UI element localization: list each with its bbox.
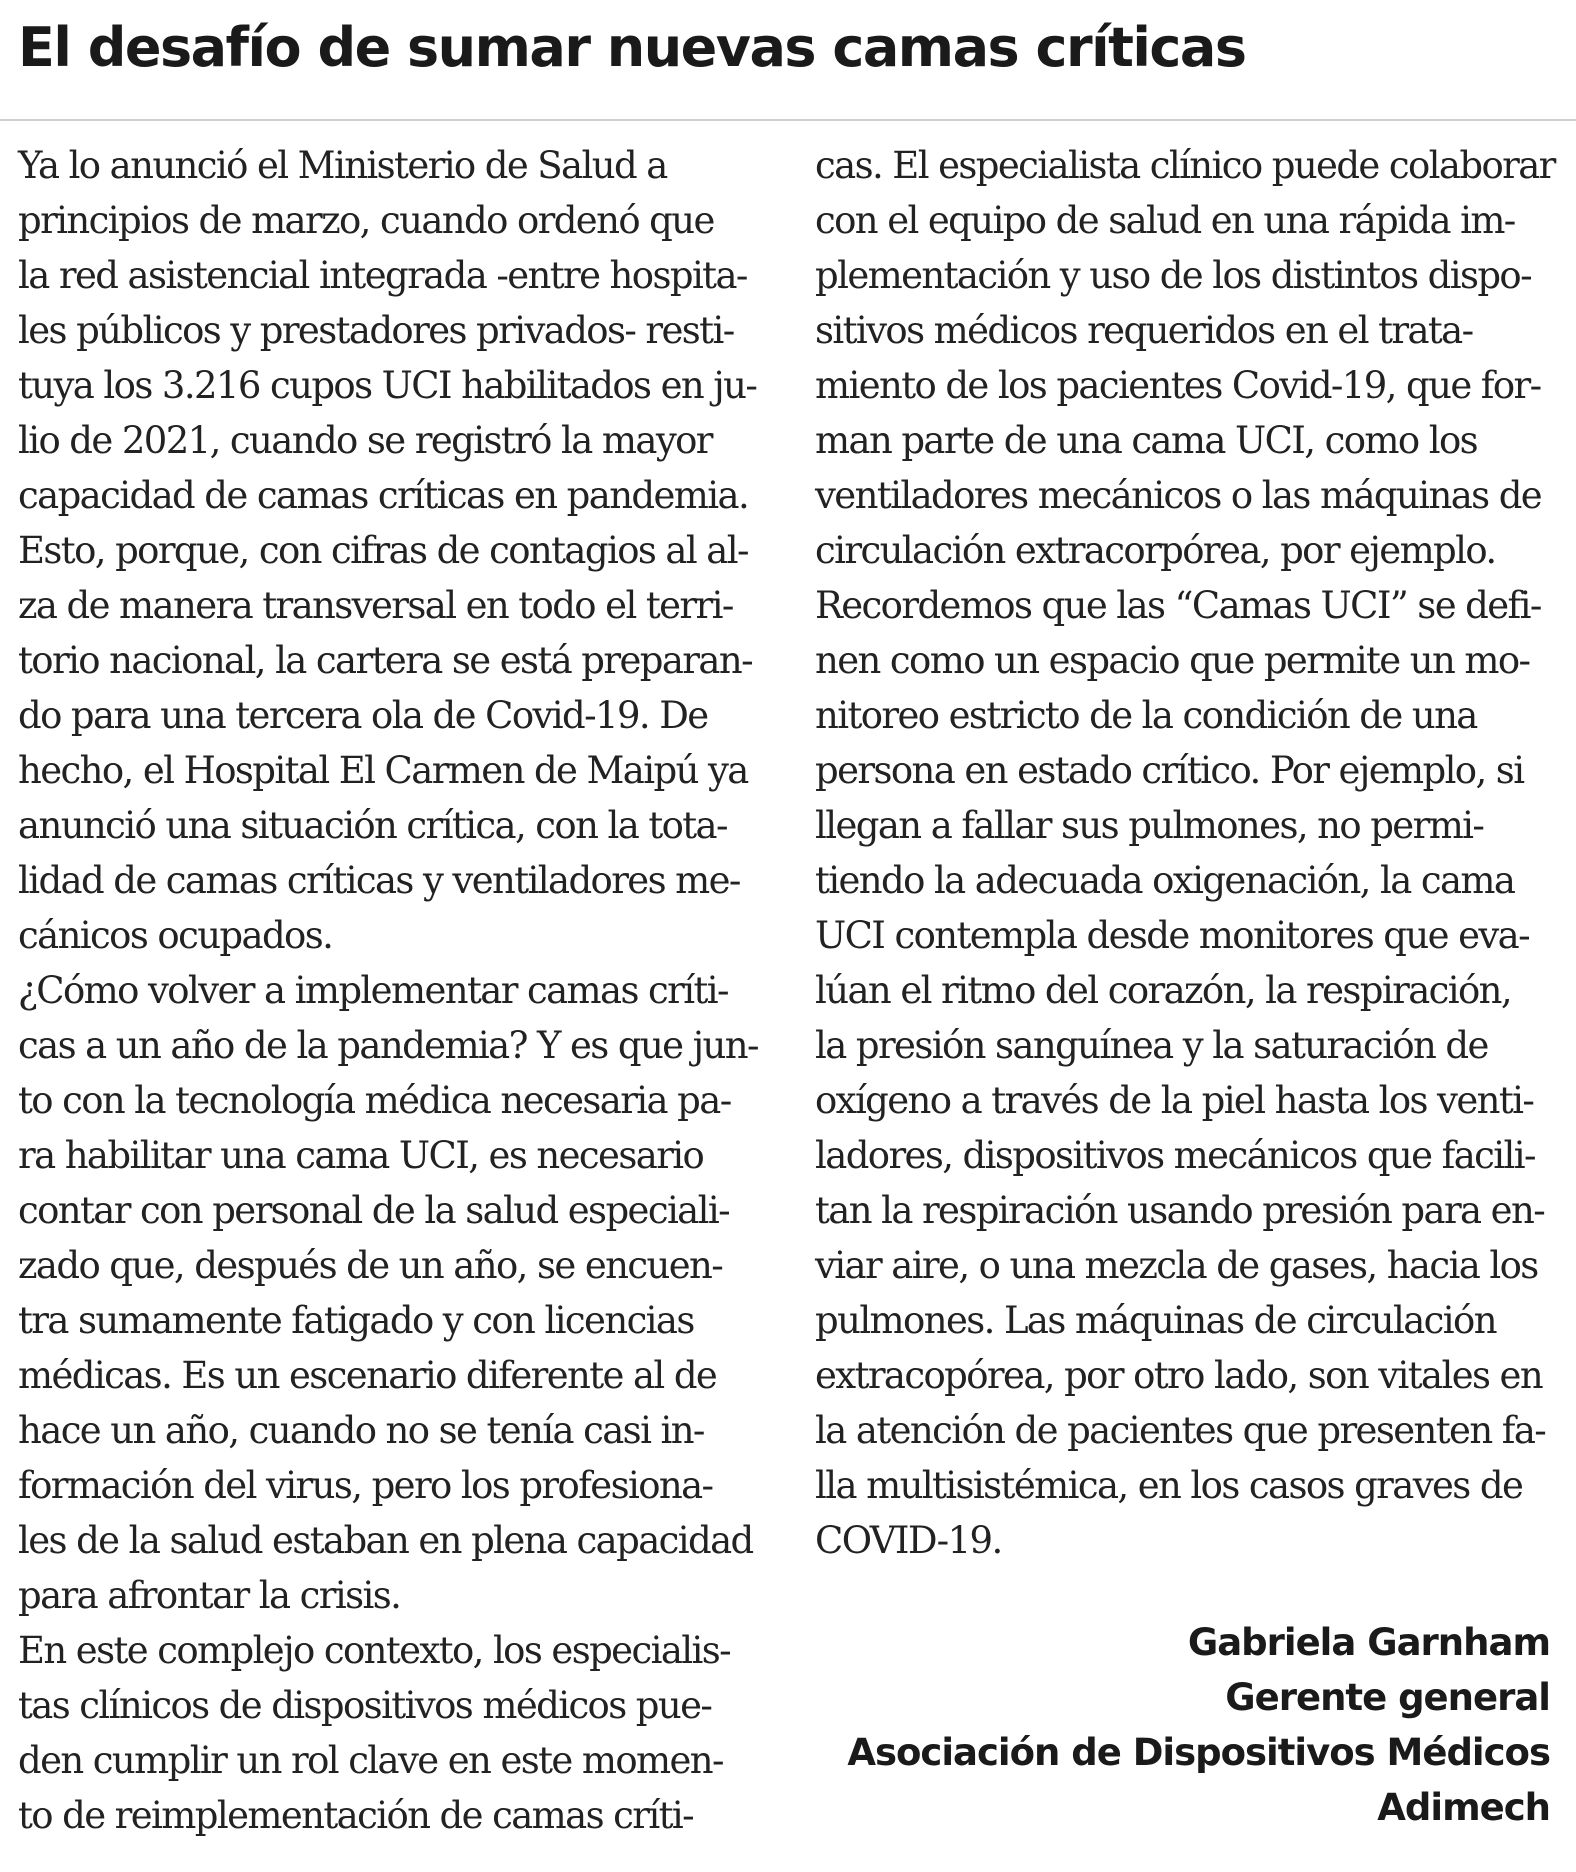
text-line: nen como un espacio que permite un mo- — [815, 639, 1530, 682]
author-signature — [847, 1615, 1550, 1835]
text-line: llegan a fallar sus pulmones, no permi- — [815, 804, 1484, 847]
text-line: to con la tecnología médica necesaria pa- — [18, 1079, 731, 1122]
article-column-left — [18, 138, 778, 1843]
text-line: les públicos y prestadores privados- resti- — [18, 309, 734, 352]
article-column-right — [815, 138, 1557, 1568]
text-line: tuya los 3.216 cupos UCI habilitados en ju- — [18, 364, 757, 407]
text-line: cas. El especialista clínico puede colaborar — [815, 144, 1555, 187]
text-line: cánicos ocupados. — [18, 914, 333, 957]
text-line: capacidad de camas críticas en pandemia. — [18, 474, 749, 517]
text-line: pulmones. Las máquinas de circulación — [815, 1299, 1496, 1342]
text-line: lidad de camas críticas y ventiladores me- — [18, 859, 740, 902]
author-name: Gabriela Garnham — [1187, 1621, 1550, 1664]
text-line: para afrontar la crisis. — [18, 1574, 401, 1617]
text-line: circulación extracorpórea, por ejemplo. — [815, 529, 1496, 572]
text-line: ra habilitar una cama UCI, es necesario — [18, 1134, 704, 1177]
author-role: Gerente general — [1225, 1676, 1550, 1719]
author-organization: Asociación de Dispositivos Médicos — [847, 1731, 1550, 1774]
text-line: lla multisistémica, en los casos graves de — [815, 1464, 1523, 1507]
text-line: zado que, después de un año, se encuen- — [18, 1244, 723, 1287]
text-line: to de reimplementación de camas críti- — [18, 1794, 693, 1837]
text-line: ¿Cómo volver a implementar camas críti- — [18, 969, 728, 1012]
text-line: la red asistencial integrada -entre hospita- — [18, 254, 747, 297]
text-line: formación del virus, pero los profesiona- — [18, 1464, 713, 1507]
text-line: Esto, porque, con cifras de contagios al al- — [18, 529, 748, 572]
author-organization-acronym: Adimech — [1377, 1786, 1550, 1829]
text-line: la presión sanguínea y la saturación de — [815, 1024, 1488, 1067]
text-line: torio nacional, la cartera se está preparan- — [18, 639, 752, 682]
text-line: principios de marzo, cuando ordenó que — [18, 199, 714, 242]
text-line: la atención de pacientes que presenten fa- — [815, 1409, 1546, 1452]
text-line: COVID-19. — [815, 1519, 1002, 1562]
text-line: cas a un año de la pandemia? Y es que jun- — [18, 1024, 758, 1067]
text-line: extracopórea, por otro lado, son vitales en — [815, 1354, 1543, 1397]
text-line: hecho, el Hospital El Carmen de Maipú ya — [18, 749, 748, 792]
headline-divider — [0, 119, 1576, 121]
text-line: sitivos médicos requeridos en el trata- — [815, 309, 1473, 352]
text-line: tra sumamente fatigado y con licencias — [18, 1299, 694, 1342]
text-line: tas clínicos de dispositivos médicos pue- — [18, 1684, 712, 1727]
text-line: nitoreo estricto de la condición de una — [815, 694, 1477, 737]
text-line: les de la salud estaban en plena capacidad — [18, 1519, 753, 1562]
text-line: hace un año, cuando no se tenía casi in- — [18, 1409, 704, 1452]
text-line: ladores, dispositivos mecánicos que facili- — [815, 1134, 1535, 1177]
text-line: contar con personal de la salud especiali- — [18, 1189, 730, 1232]
text-line: plementación y uso de los distintos dispo- — [815, 254, 1531, 297]
text-line: UCI contempla desde monitores que eva- — [815, 914, 1530, 957]
text-line: za de manera transversal en todo el terri- — [18, 584, 733, 627]
text-line: lúan el ritmo del corazón, la respiración, — [815, 969, 1512, 1012]
text-line: den cumplir un rol clave en este momen- — [18, 1739, 723, 1782]
text-line: do para una tercera ola de Covid-19. De — [18, 694, 708, 737]
text-line: Recordemos que las “Camas UCI” se defi- — [815, 584, 1541, 627]
text-line: oxígeno a través de la piel hasta los venti- — [815, 1079, 1534, 1122]
text-line: anunció una situación crítica, con la tota- — [18, 804, 727, 847]
text-line: médicas. Es un escenario diferente al de — [18, 1354, 717, 1397]
text-line: lio de 2021, cuando se registró la mayor — [18, 419, 712, 462]
text-line: miento de los pacientes Covid-19, que for- — [815, 364, 1541, 407]
article-headline: El desafío de sumar nuevas camas críticas — [18, 16, 1246, 79]
text-line: tiendo la adecuada oxigenación, la cama — [815, 859, 1515, 902]
text-line: viar aire, o una mezcla de gases, hacia los — [815, 1244, 1538, 1287]
text-line: con el equipo de salud en una rápida im- — [815, 199, 1515, 242]
text-line: Ya lo anunció el Ministerio de Salud a — [18, 144, 667, 187]
text-line: En este complejo contexto, los especialis- — [18, 1629, 731, 1672]
text-line: tan la respiración usando presión para en- — [815, 1189, 1545, 1232]
text-line: persona en estado crítico. Por ejemplo, si — [815, 749, 1524, 792]
text-line: ventiladores mecánicos o las máquinas de — [815, 474, 1542, 517]
text-line: man parte de una cama UCI, como los — [815, 419, 1478, 462]
